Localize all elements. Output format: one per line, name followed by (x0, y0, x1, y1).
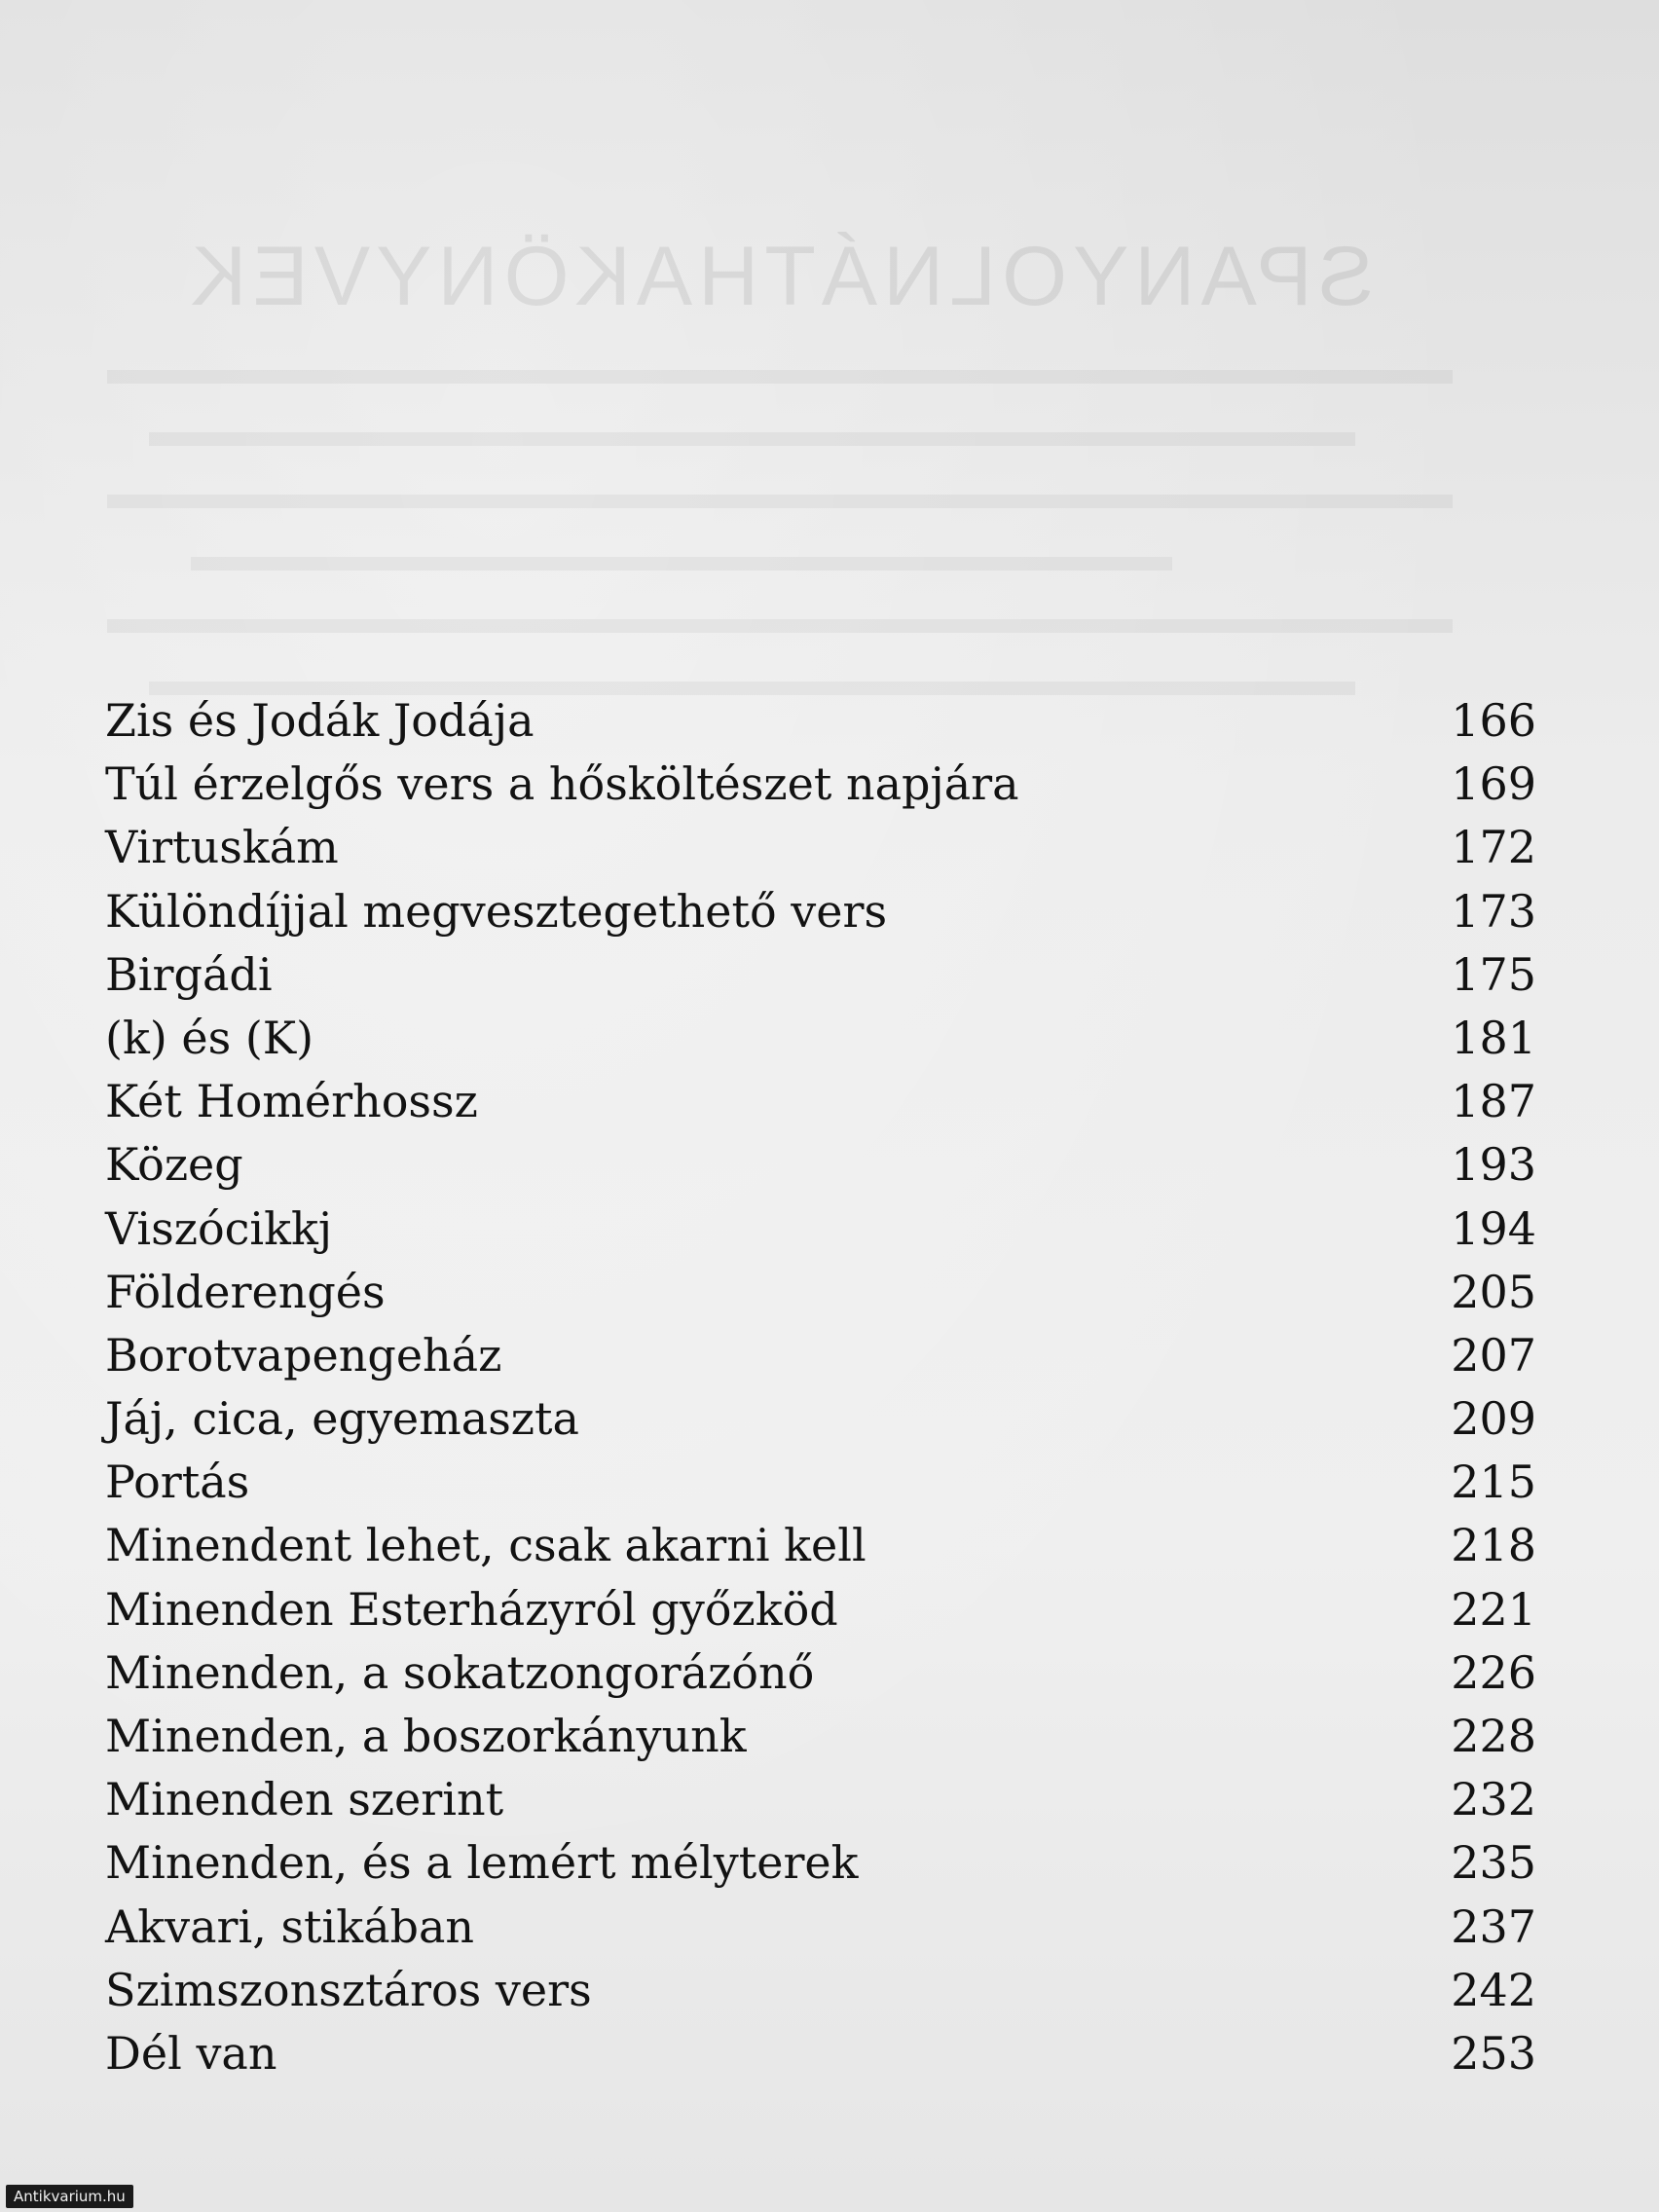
toc-entry (105, 1643, 1536, 1707)
toc-entry-page-number: 237 (1451, 1899, 1536, 1953)
toc-entry-title: Földerengés (105, 1265, 386, 1318)
toc-entry (105, 1009, 1536, 1072)
toc-entry-page-number: 173 (1451, 884, 1536, 938)
toc-entry-title: Portás (105, 1456, 250, 1509)
toc-entry (105, 1707, 1536, 1770)
toc-entry-page-number: 172 (1451, 821, 1536, 874)
toc-entry (105, 882, 1536, 945)
toc-entry-page-number: 194 (1451, 1201, 1536, 1255)
toc-entry (105, 1072, 1536, 1135)
toc-entry-page-number: 166 (1451, 694, 1536, 747)
toc-entry-title: Szimszonsztáros vers (105, 1963, 592, 2016)
toc-entry-title: Két Homérhossz (105, 1075, 478, 1128)
toc-entry-title: Minenden, és a lemért mélyterek (105, 1836, 859, 1890)
toc-entry-title: Virtuskám (105, 821, 339, 874)
toc-entry-page-number: 181 (1451, 1011, 1536, 1064)
toc-entry-page-number: 207 (1451, 1328, 1536, 1382)
toc-entry-title: Különdíjjal megvesztegethető vers (105, 884, 888, 938)
toc-entry (105, 818, 1536, 881)
toc-entry-title: Minenden, a sokatzongorázónő (105, 1645, 815, 1699)
toc-entry (105, 945, 1536, 1009)
toc-entry (105, 1898, 1536, 1961)
toc-entry-title: Közeg (105, 1138, 243, 1192)
toc-entry-page-number: 228 (1451, 1710, 1536, 1762)
toc-entry (105, 1961, 1536, 2024)
toc-entry (105, 1263, 1536, 1326)
toc-entry (105, 2024, 1536, 2087)
toc-entry-title: Akvari, stikában (105, 1899, 475, 1953)
toc-entry (105, 1326, 1536, 1389)
toc-entry-page-number: 226 (1451, 1645, 1536, 1699)
toc-entry-page-number: 218 (1451, 1519, 1536, 1572)
toc-entry-title: Dél van (105, 2026, 277, 2080)
toc-entry (105, 1580, 1536, 1643)
toc-entry-title: Jáj, cica, egyemaszta (105, 1392, 579, 1446)
toc-entry (105, 1516, 1536, 1579)
toc-entry (105, 1833, 1536, 1897)
toc-entry (105, 755, 1536, 818)
bleed-through-lines (107, 370, 1509, 744)
toc-entry-page-number: 235 (1451, 1836, 1536, 1890)
toc-entry-title: (k) és (K) (105, 1011, 314, 1064)
toc-entry-page-number: 205 (1451, 1265, 1536, 1318)
toc-entry (105, 1770, 1536, 1833)
toc-entry-page-number: 209 (1451, 1392, 1536, 1446)
toc-entry-title: Borotvapengeház (105, 1328, 502, 1382)
toc-entry (105, 1389, 1536, 1453)
toc-entry (105, 1135, 1536, 1198)
toc-entry-title: Túl érzelgős vers a hősköltészet napjára (105, 757, 1019, 811)
toc-entry-page-number: 215 (1451, 1456, 1536, 1509)
toc-entry (105, 691, 1536, 755)
watermark: Antikvarium.hu (6, 2185, 133, 2208)
toc-entry (105, 1453, 1536, 1516)
toc-entry-page-number: 169 (1451, 757, 1536, 811)
toc-entry-title: Birgádi (105, 947, 273, 1001)
toc-entry-title: Zis és Jodák Jodája (105, 694, 535, 747)
toc-entry-title: Minenden szerint (105, 1773, 504, 1826)
toc-entry-page-number: 253 (1451, 2026, 1536, 2080)
toc-entry-page-number: 175 (1451, 947, 1536, 1001)
toc-entry-title: Viszócikkj (105, 1201, 333, 1255)
toc-entry-title: Minenden Esterházyról győzköd (105, 1582, 838, 1636)
toc-entry-page-number: 187 (1451, 1075, 1536, 1128)
bleed-through-heading: SPANYOLNÁTHAKÖNYVEK (185, 230, 1375, 323)
toc-entry-page-number: 242 (1451, 1963, 1536, 2016)
toc-entry (105, 1199, 1536, 1263)
toc-entry-page-number: 193 (1451, 1138, 1536, 1192)
toc-entry-title: Minendent lehet, csak akarni kell (105, 1519, 866, 1572)
toc-entry-page-number: 232 (1451, 1773, 1536, 1826)
toc-entry-title: Minenden, a boszorkányunk (105, 1710, 747, 1762)
toc-entry-page-number: 221 (1451, 1582, 1536, 1636)
table-of-contents (105, 691, 1536, 2087)
